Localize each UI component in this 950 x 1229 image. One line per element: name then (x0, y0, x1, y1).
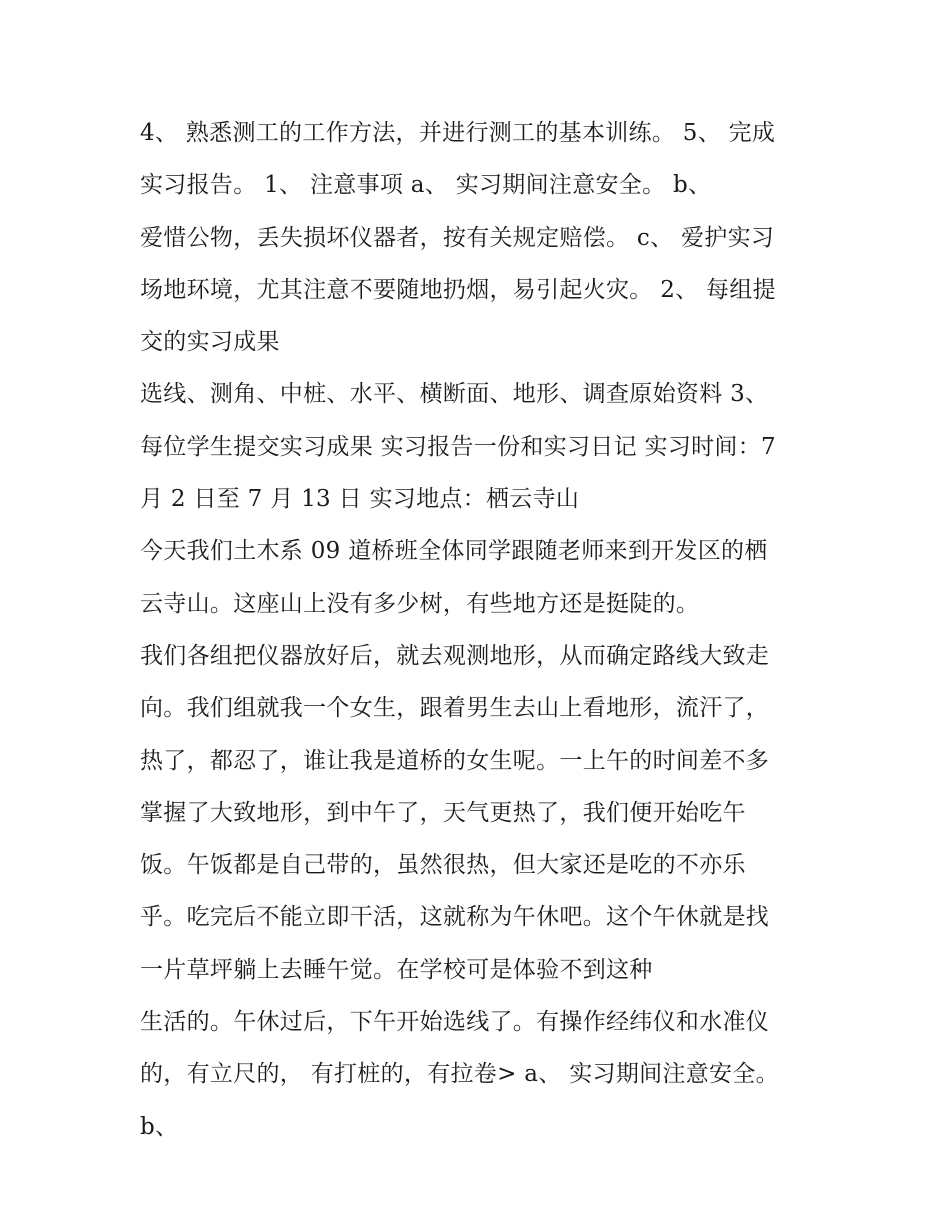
text-line: 4、 熟悉测工的工作方法，并进行测工的基本训练。 5、 完成 (140, 120, 776, 146)
text-line: 一片草坪躺上去睡午觉。在学校可是体验不到这种 (140, 956, 653, 983)
text-line: 乎。吃完后不能立即干活，这就称为午休吧。这个午休就是找 (140, 904, 770, 931)
text-line: 饭。午饭都是自己带的，虽然很热，但大家还是吃的不亦乐 (140, 852, 746, 879)
text-line: 热了，都忍了，谁让我是道桥的女生呢。一上午的时间差不多 (140, 747, 770, 774)
text-line: 场地环境，尤其注意不要随地扔烟，易引起火灾。 2、 每组提 (140, 276, 776, 303)
text-line: 的，有立尺的， 有打桩的，有拉卷> a、 实习期间注意安全。 (140, 1061, 779, 1088)
text-line: 生活的。午休过后，下午开始选线了。有操作经纬仪和水准仪 (140, 1009, 770, 1036)
text-line: 每位学生提交实习成果 实习报告一份和实习日记 实习时间：7 (140, 433, 776, 460)
text-line: 向。我们组就我一个女生，跟着男生去山上看地形，流汗了， (140, 695, 770, 722)
text-line: 云寺山。这座山上没有多少树，有些地方还是挺陡的。 (140, 590, 700, 617)
text-line: 选线、测角、中桩、水平、横断面、地形、调查原始资料 3、 (140, 381, 769, 408)
document-body (140, 107, 820, 1153)
text-line: 爱惜公物，丢失损坏仪器者，按有关规定赔偿。 c、 爱护实习 (140, 224, 775, 251)
text-line: 今天我们土木系 09 道桥班全体同学跟随老师来到开发区的栖 (140, 538, 768, 565)
text-line: 实习报告。 1、 注意事项 a、 实习期间注意安全。 b、 (140, 172, 712, 199)
text-line: 我们各组把仪器放好后，就去观测地形，从而确定路线大致走 (140, 642, 770, 669)
text-line: b、 (140, 1113, 179, 1140)
text-line: 交的实习成果 (140, 329, 280, 356)
text-line: 月 2 日至 7 月 13 日 实习地点：栖云寺山 (140, 486, 580, 513)
text-line: 掌握了大致地形，到中午了，天气更热了，我们便开始吃午 (140, 799, 746, 826)
